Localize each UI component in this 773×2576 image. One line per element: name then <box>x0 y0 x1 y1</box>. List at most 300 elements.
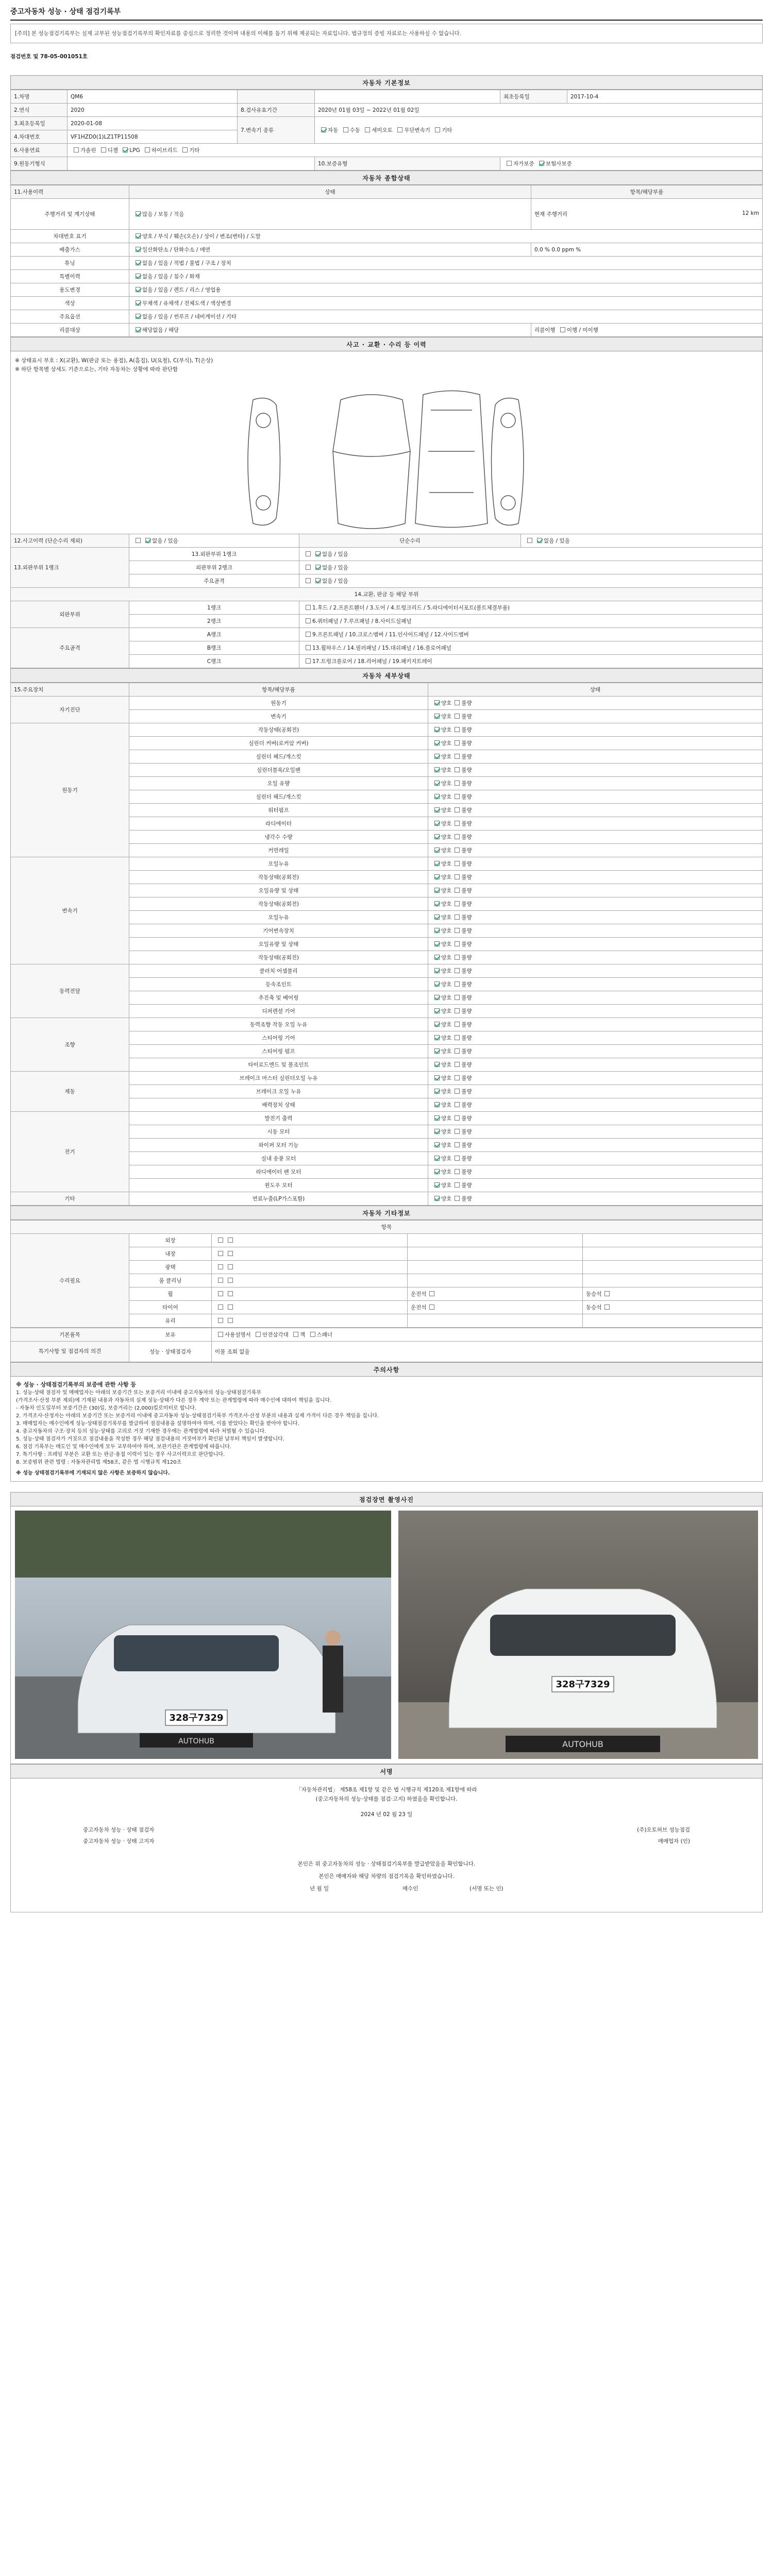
section-basic-title: 자동차 기본정보 <box>10 75 763 90</box>
state-option: 양호 <box>441 1022 452 1028</box>
overall-state <box>129 283 763 297</box>
option-label: 자가보증 <box>513 161 534 167</box>
checkbox <box>256 1332 261 1337</box>
checkbox <box>218 1278 223 1283</box>
checkbox <box>455 901 460 906</box>
state-option: 양호 <box>441 941 452 947</box>
caution-line: 7. 특기사항 : 프레임 부분은 교환 또는 판금·용접 이력이 있는 경우 사고이력으로 판단합니다. <box>16 1452 225 1458</box>
state-option: 불량 <box>461 1062 472 1068</box>
checkbox <box>228 1278 233 1283</box>
state-option: 불량 <box>461 1008 472 1014</box>
photo-area <box>10 1506 763 1764</box>
checkbox <box>434 1048 440 1054</box>
overall-state <box>129 199 531 230</box>
checkbox <box>218 1264 223 1269</box>
state-option: 불량 <box>461 888 472 894</box>
overall-header: 11.사용이력 <box>11 185 129 199</box>
detail-state <box>428 1125 763 1139</box>
detail-header: 항목/해당부품 <box>129 683 428 697</box>
legend-box <box>10 351 763 379</box>
state-option: 불량 <box>461 874 472 880</box>
state-option: 불량 <box>461 914 472 921</box>
checkbox <box>455 1048 460 1054</box>
checkbox <box>397 127 402 132</box>
state-option: 양호 <box>441 861 452 867</box>
checkbox <box>434 740 440 745</box>
front-plate-text: 328구7329 <box>169 1713 224 1723</box>
detail-row <box>11 1192 763 1206</box>
checkbox <box>136 538 141 543</box>
detail-item: 동력조향 작동 오일 누유 <box>129 1018 428 1031</box>
legend-line: ※ 하단 항목별 상세도 기준으로는, 기타 자동차는 상황에 따라 판단함 <box>15 366 178 372</box>
parts-rank: C랭크 <box>129 655 299 668</box>
detail-state <box>428 978 763 991</box>
basic-label: 8.검사유효기간 <box>238 104 315 117</box>
detail-state <box>428 1018 763 1031</box>
option-label: LPG <box>129 147 140 154</box>
basic-label: 7.변속기 종류 <box>238 117 315 144</box>
state-option: 불량 <box>461 901 472 907</box>
sign-line: 본인은 위 중고자동차의 성능 · 상태점검기록부를 발급받았음을 확인합니다. <box>297 1861 476 1867</box>
accident-options <box>299 561 763 574</box>
checkbox <box>434 821 440 826</box>
checkbox <box>455 955 460 960</box>
checkbox <box>455 995 460 1000</box>
caution-line: (가격조사·산정 부분 제외)에 기재된 내용과 자동차의 실제 성능·상태가 다른 경우 계약 또는 관계법령에 따라 매수인에 대하여 책임을 집니다. <box>16 1398 332 1403</box>
caution-line: 6. 점검 기록부는 매도인 및 매수인에게 모두 교부하여야 하며, 보관기관은 관계법령에 따릅니다. <box>16 1444 231 1450</box>
checkbox <box>434 767 440 772</box>
detail-header: 15.주요장치 <box>11 683 129 697</box>
document-title: 중고자동차 성능 · 상태 점검기록부 <box>10 5 763 21</box>
checkbox <box>434 1156 440 1161</box>
inspection-photos <box>11 1506 762 1763</box>
accident-label: 단순수리 <box>299 534 521 548</box>
checkbox <box>539 161 544 166</box>
basic-value <box>315 90 500 104</box>
side-label: 동승석 <box>586 1291 602 1297</box>
fuel-options <box>68 144 763 157</box>
parts-text: 9.프론트패널 / 10.크로스멤버 / 11.인사이드패널 / 12.사이드멤버 <box>312 632 469 638</box>
overall-item: 색상 <box>11 297 129 310</box>
checkbox <box>455 727 460 732</box>
detail-state <box>428 924 763 938</box>
eval-value: 이물 조회 없음 <box>212 1342 763 1362</box>
detail-group: 동력전달 <box>11 964 129 1018</box>
state-option: 불량 <box>461 1089 472 1095</box>
other-cell <box>212 1274 408 1287</box>
caution-title: ※ 성능 · 상태점검기록부의 보증에 관한 사항 등 <box>16 1381 136 1388</box>
state-option: 불량 <box>461 1115 472 1122</box>
state-option: 불량 <box>461 1156 472 1162</box>
detail-state <box>428 951 763 964</box>
detail-state <box>428 1085 763 1098</box>
signature-area <box>10 1778 763 1912</box>
checkbox <box>306 551 311 556</box>
detail-state <box>428 817 763 831</box>
basic-value: 2017-10-4 <box>567 90 763 104</box>
other-item: 룸 클리닝 <box>129 1274 212 1287</box>
checkbox <box>455 1129 460 1134</box>
overall-state <box>129 297 763 310</box>
checkbox <box>434 901 440 906</box>
overall-item: 차대번호 표기 <box>11 230 129 243</box>
checkbox <box>434 1129 440 1134</box>
checkbox <box>145 538 150 543</box>
detail-item: 작동상태(공회전) <box>129 871 428 884</box>
detail-item: 실내 송풍 모터 <box>129 1152 428 1165</box>
parts-group-frame: 주요골격 <box>11 628 129 668</box>
basic-label: 1.차명 <box>11 90 68 104</box>
other-cell <box>583 1261 763 1274</box>
caution-bold-line: ※ 성능 상태점검기록부에 기재되지 않은 사항은 보증하지 않습니다. <box>16 1470 170 1476</box>
detail-state <box>428 1152 763 1165</box>
state-option: 양호 <box>441 1129 452 1135</box>
state-option: 불량 <box>461 834 472 840</box>
checkbox <box>434 1169 440 1174</box>
detail-state <box>428 1179 763 1192</box>
detail-state <box>428 1112 763 1125</box>
checkbox <box>434 981 440 987</box>
car-diagram <box>10 379 763 534</box>
state-option: 불량 <box>461 1196 472 1202</box>
checkbox <box>218 1304 223 1310</box>
state-option: 양호 <box>441 1062 452 1068</box>
detail-state <box>428 991 763 1005</box>
checkbox <box>434 941 440 946</box>
state-option: 양호 <box>441 714 452 720</box>
state-option: 양호 <box>441 1008 452 1014</box>
state-option: 불량 <box>461 767 472 773</box>
detail-group: 기타 <box>11 1192 129 1206</box>
detail-state <box>428 844 763 857</box>
state-option: 양호 <box>441 995 452 1001</box>
other-cell <box>212 1261 408 1274</box>
checkbox <box>123 147 128 152</box>
side-label: 동승석 <box>586 1304 602 1311</box>
checkbox <box>218 1332 223 1337</box>
checkbox <box>434 861 440 866</box>
legend-line: ※ 상태표시 부호 : X(교환), W(판금 또는 용접), A(흠집), U(요철), C(부식), T(손상) <box>15 358 213 364</box>
state-option: 양호 <box>441 981 452 988</box>
checkbox <box>306 578 311 583</box>
other-cell <box>583 1247 763 1261</box>
state-option: 불량 <box>461 1129 472 1135</box>
state-option: 양호 <box>441 1102 452 1108</box>
sign-line: 「자동차관리법」 제58조 제1항 및 같은 법 시행규칙 제120조 제1항에 따라 <box>296 1787 477 1793</box>
checkbox <box>434 928 440 933</box>
caution-line: 2. 가격조사·산정자는 아래의 보증기간 또는 보증거리 이내에 중고자동차 성능·상태점검기록부 가격조사·산정 부분의 내용과 실제 가격이 다른 경우 책임을 집니다. <box>16 1413 379 1419</box>
detail-item: 스티어링 기어 <box>129 1031 428 1045</box>
option-label: 자동 <box>328 127 339 133</box>
parts-items <box>299 641 763 655</box>
caution-line: 1. 성능·상태 점검자 및 매매업자는 아래의 보증기간 또는 보증거리 이내에 중고자동차의 성능·상태점검기록부 <box>16 1390 261 1396</box>
sign-line: (중고자동차의 성능·상태를 점검·고지) 하였음을 확인합니다. <box>315 1796 458 1802</box>
option-label: 하이브리드 <box>152 147 178 154</box>
state-option: 불량 <box>461 821 472 827</box>
checkbox <box>455 1142 460 1147</box>
checkbox <box>136 287 141 292</box>
state-text: 양호 / 부식 / 훼손(오손) / 상이 / 변조(변타) / 도말 <box>142 233 261 240</box>
checkbox <box>228 1291 233 1296</box>
checkbox <box>455 888 460 893</box>
checkbox <box>455 941 460 946</box>
state-option: 불량 <box>461 848 472 854</box>
accident-sublabel: 주요골격 <box>129 574 299 588</box>
checkbox <box>455 714 460 719</box>
checkbox <box>434 1115 440 1121</box>
checkbox <box>136 211 141 216</box>
state-text: 없음 / 있음 <box>322 565 348 571</box>
detail-item: 냉각수 수량 <box>129 831 428 844</box>
state-option: 양호 <box>441 888 452 894</box>
checkbox <box>343 127 348 132</box>
basic-items-list <box>212 1328 763 1342</box>
other-cell <box>583 1234 763 1247</box>
checkbox <box>365 127 370 132</box>
detail-item: 기어변속장치 <box>129 924 428 938</box>
detail-item: 오일 유량 <box>129 777 428 790</box>
state-option: 불량 <box>461 1182 472 1189</box>
checkbox <box>434 1008 440 1013</box>
state-option: 양호 <box>441 874 452 880</box>
state-text: 많음 / 보통 / 적음 <box>142 211 184 217</box>
overall-state <box>129 243 531 257</box>
state-option: 불량 <box>461 861 472 867</box>
checkbox <box>434 1022 440 1027</box>
detail-item: 작동상태(공회전) <box>129 951 428 964</box>
detail-state <box>428 831 763 844</box>
parts-text: 1.후드 / 2.프론트휀더 / 3.도어 / 4.트렁크리드 / 5.라디에이터서포트(볼트체결부품) <box>312 605 510 611</box>
detail-item: 작동상태(공회전) <box>129 897 428 911</box>
checkbox <box>455 700 460 705</box>
state-option: 양호 <box>441 794 452 800</box>
checkbox <box>455 928 460 933</box>
detail-item: 작동상태(공회전) <box>129 723 428 737</box>
accident-options <box>129 534 299 548</box>
detail-group: 원동기 <box>11 723 129 857</box>
accident-sublabel: 외판부위 2랭크 <box>129 561 299 574</box>
checkbox <box>560 327 565 332</box>
detail-row <box>11 964 763 978</box>
detail-state <box>428 871 763 884</box>
checkbox <box>434 1089 440 1094</box>
sign-date: 2024 년 02 월 23 일 <box>360 1811 413 1818</box>
state-option: 불량 <box>461 1102 472 1108</box>
banner-text: AUTOHUB <box>562 1739 603 1749</box>
parts-text: 13.휠하우스 / 14.필러패널 / 15.대쉬패널 / 16.플로어패널 <box>312 645 451 651</box>
state-option: 불량 <box>461 1022 472 1028</box>
state-option: 양호 <box>441 1115 452 1122</box>
state-option: 불량 <box>461 781 472 787</box>
state-option: 양호 <box>441 1169 452 1175</box>
checkbox <box>455 767 460 772</box>
detail-item: 실린더 커버(로커암 커버) <box>129 737 428 750</box>
checkbox <box>434 1196 440 1201</box>
parts-rank: A랭크 <box>129 628 299 641</box>
checkbox <box>455 821 460 826</box>
state-option: 양호 <box>441 928 452 934</box>
other-cell <box>583 1301 763 1314</box>
checkbox <box>455 834 460 839</box>
detail-state <box>428 1192 763 1206</box>
section-overall-title: 자동차 종합상태 <box>10 171 763 185</box>
checkbox <box>306 565 311 570</box>
detail-item: 추진축 및 베어링 <box>129 991 428 1005</box>
state-option: 불량 <box>461 807 472 814</box>
accident-options <box>299 548 763 561</box>
other-table <box>10 1220 763 1328</box>
checkbox <box>74 147 79 152</box>
checkbox <box>434 888 440 893</box>
state-option: 양호 <box>441 848 452 854</box>
accident-options <box>299 574 763 588</box>
basic-label <box>238 90 315 104</box>
checkbox <box>136 233 141 239</box>
detail-item: 연료누출(LP가스포함) <box>129 1192 428 1206</box>
overall-item: 배출가스 <box>11 243 129 257</box>
transmission-options <box>315 117 763 144</box>
state-text: 무채색 / 유채색 / 전체도색 / 색상변경 <box>142 300 231 307</box>
checkbox <box>455 1156 460 1161</box>
detail-item: 라디에이터 <box>129 817 428 831</box>
basic-value <box>68 157 315 171</box>
parts-items <box>299 628 763 641</box>
checkbox <box>136 327 141 332</box>
state-option: 불량 <box>461 1142 472 1148</box>
checkbox <box>604 1291 610 1296</box>
caution-line: 5. 성능·상태 점검자가 거짓으로 점검내용을 작성한 경우 해당 점검내용의 거짓여부가 확인된 날부터 책임이 발생합니다. <box>16 1436 284 1442</box>
caution-line: 3. 매매업자는 매수인에게 성능·상태점검기록부를 발급하여 점검내용을 설명하여야 하며, 이를 받았다는 확인을 받아야 합니다. <box>16 1421 299 1427</box>
basic-value: 2020년 01월 03일 ~ 2022년 01월 02일 <box>315 104 763 117</box>
state-option: 양호 <box>441 1035 452 1041</box>
overall-note <box>531 324 763 337</box>
parts-items <box>299 601 763 615</box>
state-option: 양호 <box>441 754 452 760</box>
state-option: 양호 <box>441 1182 452 1189</box>
detail-group: 변속기 <box>11 857 129 964</box>
state-option: 양호 <box>441 727 452 733</box>
parts-rank: B랭크 <box>129 641 299 655</box>
checkbox <box>455 794 460 799</box>
parts-title: 14.교환, 판금 등 해당 부위 <box>11 588 763 601</box>
state-option: 양호 <box>441 914 452 921</box>
checkbox <box>434 995 440 1000</box>
detail-row <box>11 1018 763 1031</box>
state-option: 불량 <box>461 928 472 934</box>
basic-label: 6.사용연료 <box>11 144 68 157</box>
car-outline-drawings <box>11 379 763 534</box>
overall-header: 상태 <box>129 185 531 199</box>
other-cell <box>408 1261 583 1274</box>
checkbox <box>306 618 311 623</box>
checkbox <box>455 754 460 759</box>
eval-label: 성능 · 상태점검자 <box>129 1342 212 1362</box>
checkbox <box>228 1304 233 1310</box>
checkbox <box>218 1291 223 1296</box>
inspection-document <box>10 5 763 1912</box>
option-label: 잭 <box>300 1332 306 1338</box>
detail-state <box>428 884 763 897</box>
checkbox <box>315 551 321 556</box>
detail-item: 워터펌프 <box>129 804 428 817</box>
checkbox <box>228 1264 233 1269</box>
state-text: 없음 / 있음 / 썬루프 / 네비게이션 / 기타 <box>142 314 237 320</box>
state-option: 불량 <box>461 941 472 947</box>
checkbox <box>434 781 440 786</box>
other-cell <box>408 1234 583 1247</box>
other-row <box>11 1234 763 1247</box>
checkbox <box>434 807 440 812</box>
checkbox <box>136 274 141 279</box>
detail-item: 오일유량 및 상태 <box>129 938 428 951</box>
checkbox <box>434 848 440 853</box>
checkbox <box>321 127 326 132</box>
side-label: 운전석 <box>411 1291 427 1297</box>
detail-item: 오일유량 및 상태 <box>129 884 428 897</box>
basic-label: 최초등록일 <box>500 90 567 104</box>
state-option: 불량 <box>461 700 472 706</box>
checkbox <box>455 874 460 879</box>
detail-row <box>11 1072 763 1085</box>
state-option: 불량 <box>461 1035 472 1041</box>
option-label: 기타 <box>189 147 200 154</box>
state-option: 양호 <box>441 740 452 747</box>
checkbox <box>434 1062 440 1067</box>
overall-state <box>129 310 763 324</box>
checkbox <box>315 565 321 570</box>
state-option: 양호 <box>441 1196 452 1202</box>
sign-date-blank: 년 월 일 <box>310 1886 329 1892</box>
accident-table <box>10 534 763 668</box>
detail-state <box>428 1098 763 1112</box>
section-accident-title: 사고 · 교환 · 수리 등 이력 <box>10 337 763 351</box>
checkbox <box>145 147 150 152</box>
option-label: 가솔린 <box>80 147 96 154</box>
detail-row <box>11 1112 763 1125</box>
checkbox <box>455 807 460 812</box>
checkbox <box>455 1169 460 1174</box>
state-option: 불량 <box>461 794 472 800</box>
detail-state <box>428 777 763 790</box>
caution-line: 4. 중고자동차의 구조·장치 등의 성능·상태를 고의로 거짓 기재한 경우에는 관계법령에 따라 처벌될 수 있습니다. <box>16 1429 266 1434</box>
detail-state <box>428 723 763 737</box>
state-option: 양호 <box>441 767 452 773</box>
option-label: 사용설명서 <box>225 1332 251 1338</box>
detail-item: 클러치 어셈블리 <box>129 964 428 978</box>
other-cell <box>212 1287 408 1301</box>
other-cell <box>408 1247 583 1261</box>
detail-state <box>428 911 763 924</box>
note-text: 현재 주행거리 <box>534 211 568 217</box>
checkbox <box>434 727 440 732</box>
basic-label: 9.원동기형식 <box>11 157 68 171</box>
detail-item: 등속조인트 <box>129 978 428 991</box>
checkbox <box>434 914 440 920</box>
accident-label: 13.외판부위 1랭크 <box>11 548 129 588</box>
state-option: 불량 <box>461 727 472 733</box>
accident-options <box>521 534 763 548</box>
detail-item: 오일누유 <box>129 911 428 924</box>
checkbox <box>455 981 460 987</box>
basic-value: 2020 <box>68 104 238 117</box>
checkbox <box>455 848 460 853</box>
detail-item: 실린더블록/오일팬 <box>129 764 428 777</box>
option-label: 보험사보증 <box>545 161 572 167</box>
checkbox <box>455 1062 460 1067</box>
state-option: 양호 <box>441 834 452 840</box>
option-label: 스패너 <box>316 1332 333 1338</box>
sign-value: (주)오토허브 성능점검 <box>637 1827 690 1833</box>
